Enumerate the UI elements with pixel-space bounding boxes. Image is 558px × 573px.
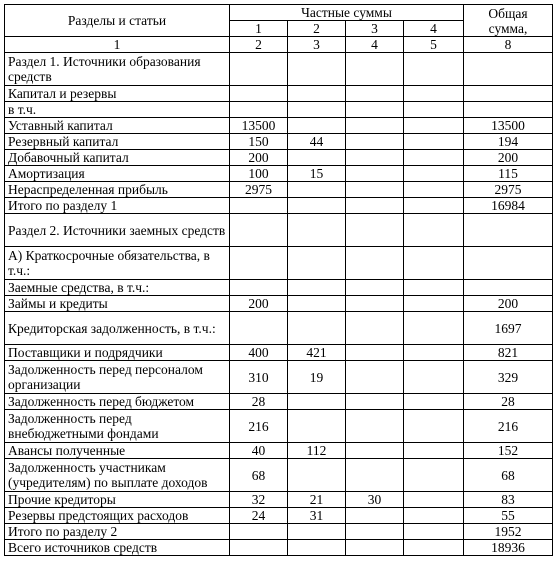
sub-col-3: 3 [346,21,404,37]
partial-sum-cell: 112 [288,443,346,459]
sub-col-4: 4 [404,21,464,37]
partial-sum-cell [346,312,404,345]
row-label: Резервы предстоящих расходов [5,508,230,524]
partial-sum-cell [346,150,404,166]
partial-sum-cell: 30 [346,492,404,508]
partial-sum-cell [404,394,464,410]
total-sum-cell: 13500 [464,118,553,134]
partial-sum-cell [288,182,346,198]
partial-sum-cell [288,410,346,443]
row-label: Раздел 2. Источники заемных средств [5,214,230,247]
partial-sum-cell [288,53,346,86]
total-sum-cell [464,102,553,118]
table-row [5,443,553,459]
partial-sum-cell [404,312,464,345]
partial-sum-cell [346,524,404,540]
partial-sum-cell [346,86,404,102]
partial-sum-cell [288,102,346,118]
partial-sum-cell [230,86,288,102]
header-partial-sums: Частные суммы [230,5,464,21]
partial-sum-cell [404,182,464,198]
partial-sum-cell [404,296,464,312]
partial-sum-cell: 400 [230,345,288,361]
partial-sum-cell [230,312,288,345]
column-number-row [5,37,553,53]
total-sum-cell: 83 [464,492,553,508]
partial-sum-cell [288,150,346,166]
partial-sum-cell [346,166,404,182]
total-sum-cell: 68 [464,459,553,492]
row-label: Кредиторская задолженность, в т.ч.: [5,312,230,345]
partial-sum-cell [230,102,288,118]
table-row [5,524,553,540]
row-label: Резервный капитал [5,134,230,150]
partial-sum-cell [230,247,288,280]
header-total-sum [464,5,553,37]
table-row [5,459,553,492]
partial-sum-cell: 200 [230,150,288,166]
partial-sum-cell [404,280,464,296]
partial-sum-cell [288,86,346,102]
partial-sum-cell: 200 [230,296,288,312]
row-label: Задолженность перед бюджетом [5,394,230,410]
table-row [5,86,553,102]
partial-sum-cell [346,459,404,492]
total-sum-cell: 28 [464,394,553,410]
header-total-line2: сумма, [488,20,528,36]
partial-sum-cell [230,53,288,86]
total-sum-cell: 216 [464,410,553,443]
table-row [5,182,553,198]
partial-sum-cell [404,118,464,134]
col-number: 3 [288,37,346,53]
partial-sum-cell [346,102,404,118]
partial-sum-cell: 44 [288,134,346,150]
table-row [5,394,553,410]
partial-sum-cell [404,443,464,459]
total-sum-cell [464,280,553,296]
partial-sum-cell [346,296,404,312]
partial-sum-cell: 100 [230,166,288,182]
table-row [5,166,553,182]
total-sum-cell [464,214,553,247]
partial-sum-cell [404,345,464,361]
table-row [5,118,553,134]
partial-sum-cell: 216 [230,410,288,443]
header-total-line1: Общая [488,5,528,21]
partial-sum-cell [404,102,464,118]
table-row [5,361,553,394]
total-sum-cell: 200 [464,296,553,312]
partial-sum-cell: 31 [288,508,346,524]
table-row [5,247,553,280]
total-sum-cell: 821 [464,345,553,361]
row-label: А) Краткосрочные обязательства, в т.ч.: [5,247,230,280]
partial-sum-cell: 24 [230,508,288,524]
row-label: Займы и кредиты [5,296,230,312]
partial-sum-cell: 21 [288,492,346,508]
sub-col-2: 2 [288,21,346,37]
row-label: Поставщики и подрядчики [5,345,230,361]
total-sum-cell: 18936 [464,540,553,556]
partial-sum-cell [230,198,288,214]
partial-sum-cell [404,150,464,166]
row-label: Задолженность перед внебюджетными фондами [5,410,230,443]
partial-sum-cell [346,394,404,410]
table-row [5,280,553,296]
row-label: Амортизация [5,166,230,182]
partial-sum-cell: 13500 [230,118,288,134]
partial-sum-cell [404,134,464,150]
partial-sum-cell: 2975 [230,182,288,198]
partial-sum-cell [346,182,404,198]
table-row [5,214,553,247]
total-sum-cell: 1952 [464,524,553,540]
table-row [5,102,553,118]
partial-sum-cell [346,361,404,394]
total-sum-cell [464,86,553,102]
partial-sum-cell [346,214,404,247]
sources-of-funds-table [4,4,553,556]
total-sum-cell: 115 [464,166,553,182]
row-label: Итого по разделу 1 [5,198,230,214]
table-row [5,312,553,345]
partial-sum-cell [346,134,404,150]
partial-sum-cell [404,459,464,492]
row-label: в т.ч. [5,102,230,118]
partial-sum-cell [230,540,288,556]
partial-sum-cell [288,247,346,280]
partial-sum-cell [346,410,404,443]
row-label: Задолженность участникам (учредителям) по выплате доходов [5,459,230,492]
row-label: Прочие кредиторы [5,492,230,508]
partial-sum-cell [288,296,346,312]
partial-sum-cell [230,280,288,296]
partial-sum-cell [230,524,288,540]
col-number: 1 [5,37,230,53]
total-sum-cell: 152 [464,443,553,459]
partial-sum-cell [404,410,464,443]
partial-sum-cell [346,247,404,280]
partial-sum-cell [346,198,404,214]
row-label: Задолженность перед персоналом организации [5,361,230,394]
table-row [5,540,553,556]
table-row [5,134,553,150]
row-label: Итого по разделу 2 [5,524,230,540]
partial-sum-cell [404,361,464,394]
total-sum-cell: 194 [464,134,553,150]
partial-sum-cell [346,443,404,459]
partial-sum-cell [404,247,464,280]
partial-sum-cell [346,53,404,86]
partial-sum-cell [288,459,346,492]
row-label: Заемные средства, в т.ч.: [5,280,230,296]
partial-sum-cell [404,540,464,556]
partial-sum-cell: 150 [230,134,288,150]
table-row [5,345,553,361]
row-label: Добавочный капитал [5,150,230,166]
row-label: Уставный капитал [5,118,230,134]
partial-sum-cell [404,508,464,524]
partial-sum-cell [288,540,346,556]
table-row [5,150,553,166]
col-number: 5 [404,37,464,53]
col-number: 8 [464,37,553,53]
partial-sum-cell [230,214,288,247]
partial-sum-cell: 19 [288,361,346,394]
partial-sum-cell [346,118,404,134]
table-row [5,508,553,524]
total-sum-cell [464,53,553,86]
partial-sum-cell [346,345,404,361]
partial-sum-cell [288,118,346,134]
partial-sum-cell [404,492,464,508]
header-sections: Разделы и статьи [5,5,230,37]
partial-sum-cell [404,53,464,86]
total-sum-cell [464,247,553,280]
row-label: Всего источников средств [5,540,230,556]
partial-sum-cell: 28 [230,394,288,410]
partial-sum-cell [404,524,464,540]
row-label: Авансы полученные [5,443,230,459]
partial-sum-cell: 40 [230,443,288,459]
partial-sum-cell [288,312,346,345]
sub-col-1: 1 [230,21,288,37]
partial-sum-cell [346,508,404,524]
table-row [5,53,553,86]
table-row [5,492,553,508]
total-sum-cell: 2975 [464,182,553,198]
row-label: Нераспределенная прибыль [5,182,230,198]
partial-sum-cell: 15 [288,166,346,182]
partial-sum-cell [288,524,346,540]
total-sum-cell: 1697 [464,312,553,345]
table-row [5,410,553,443]
partial-sum-cell [404,198,464,214]
partial-sum-cell [404,86,464,102]
partial-sum-cell: 32 [230,492,288,508]
col-number: 4 [346,37,404,53]
partial-sum-cell [346,280,404,296]
partial-sum-cell [404,166,464,182]
col-number: 2 [230,37,288,53]
row-label: Капитал и резервы [5,86,230,102]
partial-sum-cell [404,214,464,247]
total-sum-cell: 200 [464,150,553,166]
partial-sum-cell [288,198,346,214]
total-sum-cell: 55 [464,508,553,524]
table-row [5,296,553,312]
partial-sum-cell [288,214,346,247]
total-sum-cell: 329 [464,361,553,394]
partial-sum-cell [346,540,404,556]
partial-sum-cell: 310 [230,361,288,394]
table-row [5,198,553,214]
partial-sum-cell: 68 [230,459,288,492]
partial-sum-cell [288,280,346,296]
partial-sum-cell: 421 [288,345,346,361]
partial-sum-cell [288,394,346,410]
total-sum-cell: 16984 [464,198,553,214]
row-label: Раздел 1. Источники образования средств [5,53,230,86]
